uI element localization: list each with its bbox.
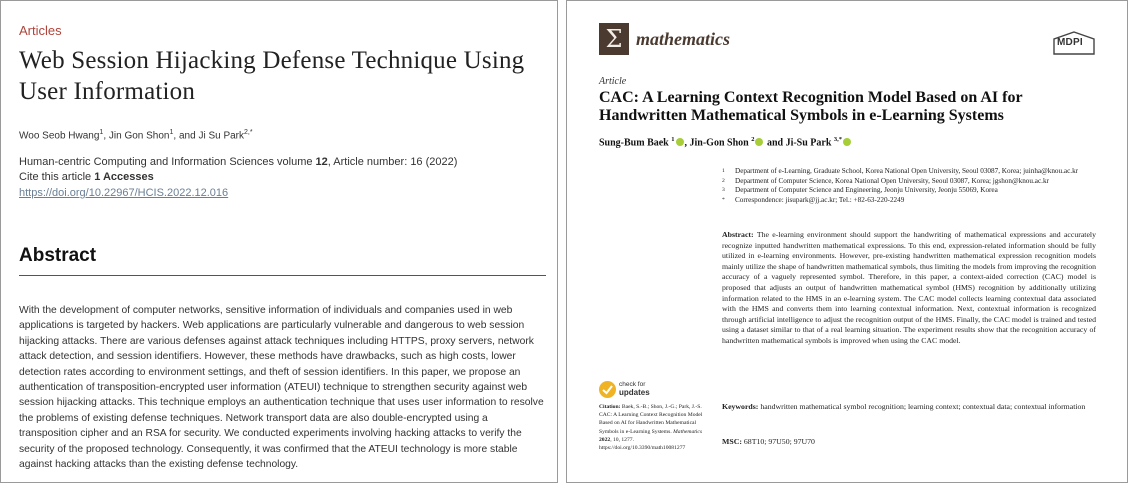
author-name[interactable]: Sung-Bum Baek: [599, 137, 669, 149]
abstract-text: With the development of computer networks, sensitive information of individuals and companies used in web applications is targeted by hackers. Web applications are particularly vulnerable and dangerous to web session hijacking attacks. There are various defenses against attack techniques including HTTPS, proxy servers, network attack detection, and session identifiers. However, these methods have drawbacks, such as high costs, lower detection rates according to environment settings, and theft of session identifiers. In this paper, we propose an authentication of transposition-encrypted user information (ATEUI) technique to strengthen security against web session hijacking attacks. This technique employs an authentication technique that uses user information to resolve the problems of existing defense techniques. Network transport data are also double-encrypted using a transposition cipher and an RSA for security. We conducted experiments involving hacking attacks to verify the security of the proposed technology. Consequently, it was confirmed that the ATEUI technology is more stable against hacking attacks than the existing defense technology.: [19, 305, 544, 471]
author-list: Sung-Bum Baek $^1$ , Jin-Gon Shon $^2$ and Ji-Su Park $^{3,*}$: [599, 136, 852, 148]
affiliation-item: 2 Department of Computer Science, Korea National Open University, Seoul 03087, Korea; jgshon@knou.ac.kr: [722, 176, 1049, 185]
msc-codes: MSC: 68T10; 97U50; 97U70: [722, 437, 815, 446]
affiliation-item: * Correspondence: jisupark@jj.ac.kr; Tel.: +82-63-220-2249: [722, 195, 905, 204]
journal-volume: 12: [315, 156, 328, 168]
journal-info: [19, 156, 457, 168]
cite-line: [19, 171, 154, 183]
author-affil-sup: 3,*: [833, 136, 843, 143]
author-name[interactable]: Woo Seob Hwang: [19, 130, 100, 142]
springer-article-panel: [0, 0, 558, 483]
orcid-icon[interactable]: [755, 138, 763, 146]
affiliation-item: 1 Department of e-Learning, Graduate School, Korea National Open University, Seoul 03087, Korea; juinha@knou.ac.kr: [722, 167, 1079, 175]
doi-link[interactable]: https://doi.org/10.22967/HCIS.2022.12.016: [19, 187, 229, 199]
article-number: , Article number: 16 (2022): [327, 156, 458, 168]
article-title: Web Session Hijacking Defense Technique Using User Information: [19, 47, 525, 105]
author-affil-sup: 1: [671, 136, 675, 143]
author-name[interactable]: Ji Su Park: [198, 130, 245, 142]
mdpi-article-panel: [566, 0, 1128, 483]
journal-name: mathematics: [636, 29, 730, 49]
accesses-count: 1 Accesses: [94, 171, 154, 183]
msc-label: MSC:: [722, 437, 742, 446]
abstract-label: Abstract:: [722, 230, 754, 239]
journal-name[interactable]: Human-centric Computing and Information Sciences volume: [19, 156, 316, 168]
author-name[interactable]: Jin-Gon Shon: [689, 137, 749, 149]
author-affil-sup: 1: [99, 129, 104, 136]
author-affil-sup: 1: [169, 129, 174, 136]
author-name[interactable]: Jin Gon Shon: [108, 130, 170, 142]
keywords: Keywords: handwritten mathematical symbol recognition; learning context; contextual data; contextual information: [722, 402, 1086, 411]
publisher-name: MDPI: [1057, 37, 1083, 48]
heading-divider: [19, 275, 546, 276]
author-affil-sup: 2,*: [244, 129, 253, 136]
article-title: CAC: A Learning Context Recognition Model Based on AI for Handwritten Mathematical Symbols in e-Learning Systems: [599, 89, 1023, 124]
orcid-icon[interactable]: [843, 138, 851, 146]
keywords-label: Keywords:: [722, 402, 759, 411]
orcid-icon[interactable]: [676, 138, 684, 146]
cite-this-article-link[interactable]: Cite this article: [19, 171, 95, 183]
affiliation-item: 3 Department of Computer Science and Engineering, Jeonju University, Jeonju 55069, Korea: [722, 186, 998, 195]
author-affil-sup: 2: [751, 136, 755, 143]
check-updates-icon: [599, 381, 616, 398]
affiliations: [722, 167, 1102, 205]
author-name[interactable]: Ji-Su Park: [785, 137, 832, 149]
sigma-journal-logo-icon: Σ: [599, 23, 629, 55]
abstract-text: Abstract: The e-learning environment should support the handwriting of mathematical expressions and accurately recognize inputted handwritten mathematical expressions. To this end, expression-related information should be fully utilized in e-learning environments. However, pre-existing handwritten mathematical expression recognition models mainly utilize the shape of handwritten mathematical symbols, thus limiting the models from improving the recognition accuracy of a vaguely represented symbol. Therefore, in this paper, a context-aided correction (CAC) model is proposed that adjusts an output of handwritten mathematical symbol (HMS) recognition by additionally utilizing information related to the HMS in an e-learning system. The CAC model collects learning contextual data associated with the HMS and converts them into learning contextual information. Next, contextual information is recognized through artificial intelligence to adjust the recognition output of the HMS. Finally, the CAC model is trained and tested using a dataset similar to that of a real learning situation. The experiment results show that the recognition accuracy of handwritten mathematical symbols is improved when using the CAC model.: [722, 230, 1096, 345]
article-type: Article: [599, 76, 627, 87]
check-for-updates-badge[interactable]: check for updates: [599, 381, 679, 399]
article-category[interactable]: Articles: [19, 23, 62, 38]
abstract-heading: Abstract: [19, 245, 97, 266]
citation-block: Citation: Baek, S.-B.; Shon, J.-G.; Park, J.-S. CAC: A Learning Context Recognition Model Based on AI for Handwritten Mathematical Symbols in e-Learning Systems. Mathematics 2022, 10, 1277. https://doi.org/10.3390/math10081277: [599, 404, 703, 452]
author-list: Woo Seob Hwang$^1$, Jin Gon Shon$^1$, and Ji Su Park$^{2,*}$: [19, 129, 253, 142]
